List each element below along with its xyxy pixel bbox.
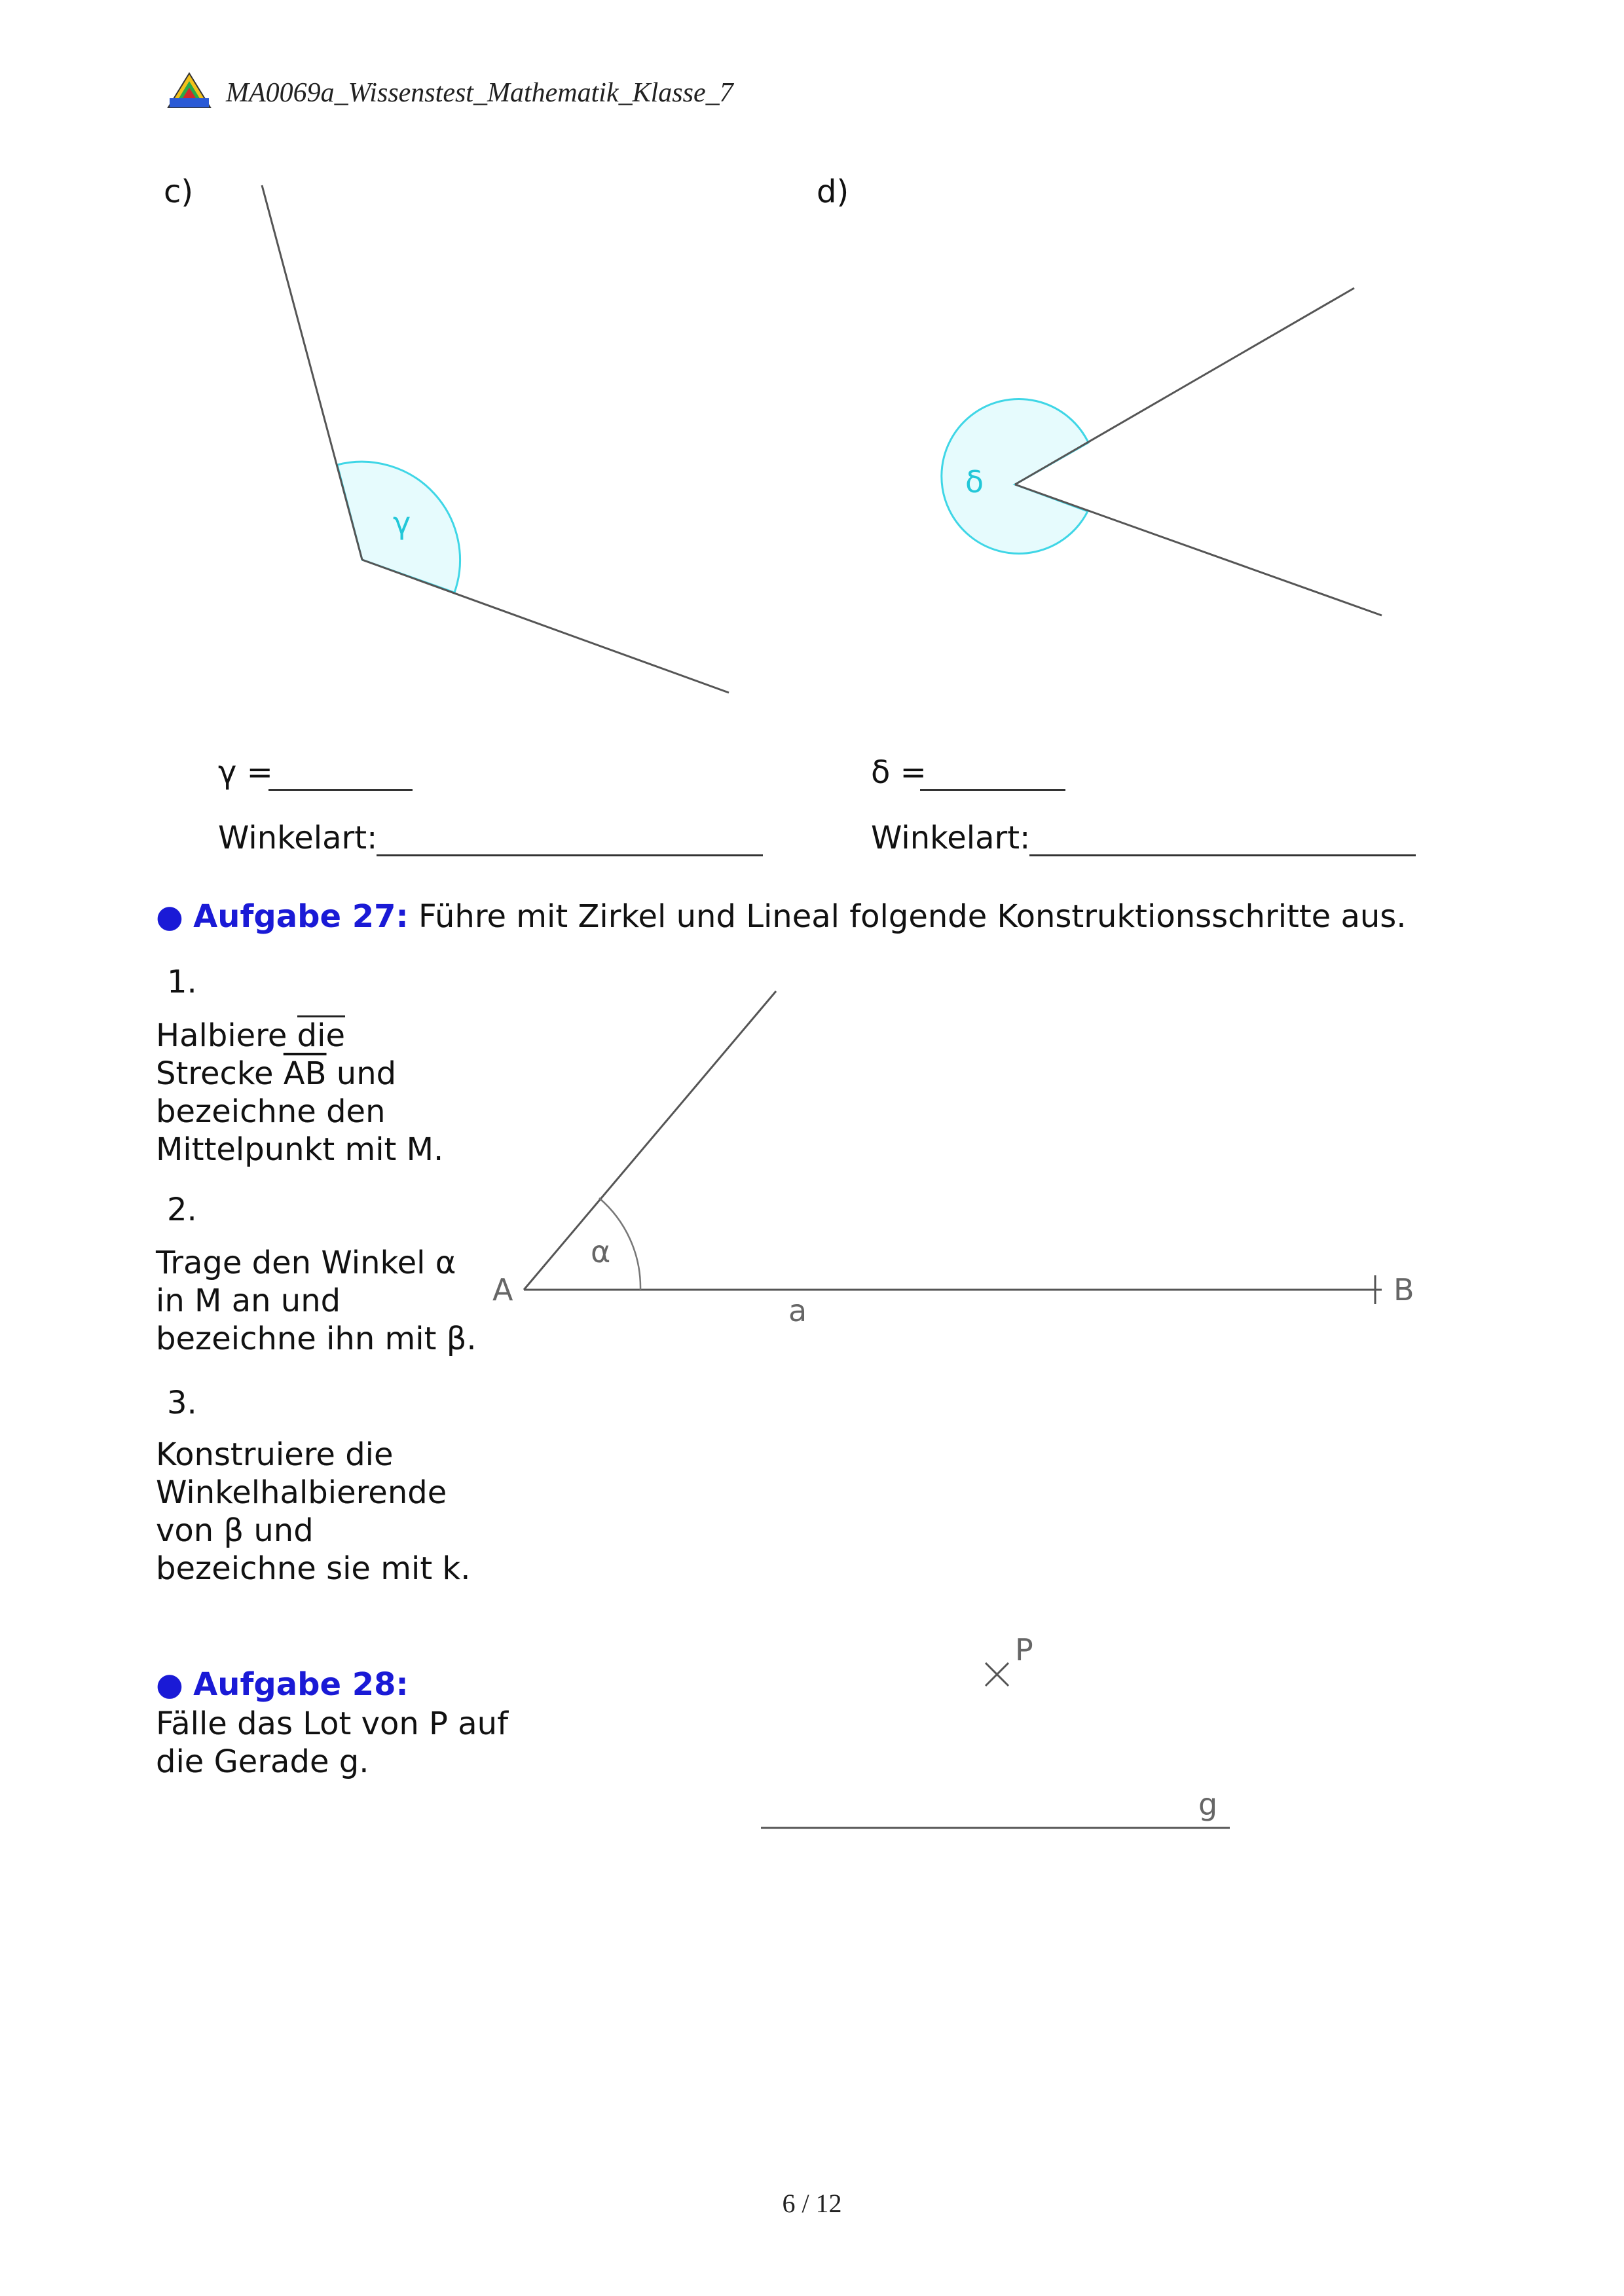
task-27-title: Aufgabe 27: xyxy=(193,898,409,935)
gamma-type-label: Winkelart: xyxy=(218,820,378,856)
document-title: MA0069a_Wissenstest_Mathematik_Klasse_7 xyxy=(226,78,733,108)
segment-ab-label: $\overline{AB}$ xyxy=(283,1055,327,1092)
delta-value-label: δ = xyxy=(871,754,927,791)
step-2-text: Trage den Winkel α in M an und bezeichne ihn mit β. xyxy=(156,1245,477,1357)
gamma-value-blank[interactable] xyxy=(268,789,413,791)
alpha-arm xyxy=(524,991,776,1290)
step-1-overlined-word: die xyxy=(297,1015,345,1054)
point-b-label: B xyxy=(1393,1272,1414,1307)
step-2-number: 2. xyxy=(167,1192,197,1228)
gamma-value-label: γ = xyxy=(218,754,273,791)
angle-figures xyxy=(0,0,1624,720)
page-number: 6 / 12 xyxy=(782,2189,842,2218)
angle-delta-arm-down xyxy=(1015,484,1382,615)
figure-c-label: c) xyxy=(164,173,194,210)
step-1-text: Halbiere die Strecke $\overline{AB}$ und bezeichne den Mittelpunkt mit M. xyxy=(156,1017,523,1169)
figure-d-label: d) xyxy=(817,173,849,210)
angle-delta-symbol: δ xyxy=(965,464,984,500)
task-27-instruction: Führe mit Zirkel und Lineal folgende Konstruktionsschritte aus. xyxy=(418,898,1407,935)
task-28-title: Aufgabe 28: xyxy=(193,1666,409,1703)
task-27-bullet: ● xyxy=(156,898,183,935)
angle-delta-arm-up xyxy=(1015,288,1354,484)
point-p-label: P xyxy=(1015,1632,1033,1667)
step-3-number: 3. xyxy=(167,1385,197,1421)
step-1-number: 1. xyxy=(167,964,197,1000)
point-p-cross-icon xyxy=(986,1663,1008,1686)
delta-value-blank[interactable] xyxy=(920,789,1065,791)
gamma-type-blank[interactable] xyxy=(377,854,763,856)
angle-delta-figure xyxy=(942,288,1382,615)
angle-gamma-symbol: γ xyxy=(393,505,411,541)
task-28-bullet: ● xyxy=(156,1666,183,1703)
alpha-label: α xyxy=(591,1234,611,1269)
point-a-label: A xyxy=(492,1272,513,1307)
step-3-text: Konstruiere die Winkelhalbierende von β und bezeichne sie mit k. xyxy=(156,1436,471,1587)
angle-gamma-figure xyxy=(262,185,729,693)
line-g-label: g xyxy=(1198,1787,1218,1822)
side-a-label: a xyxy=(788,1293,807,1328)
angle-gamma-arm-right xyxy=(362,560,729,693)
angle-delta-arc xyxy=(942,399,1088,553)
task-28-text: Fälle das Lot von P auf die Gerade g. xyxy=(156,1705,508,1780)
delta-type-blank[interactable] xyxy=(1029,854,1416,856)
task-27-figure xyxy=(0,949,1624,1342)
delta-type-label: Winkelart: xyxy=(871,820,1031,856)
task-27-heading xyxy=(156,898,1407,935)
task-28-figure xyxy=(0,1624,1624,1859)
angle-gamma-arm-up xyxy=(262,185,362,560)
